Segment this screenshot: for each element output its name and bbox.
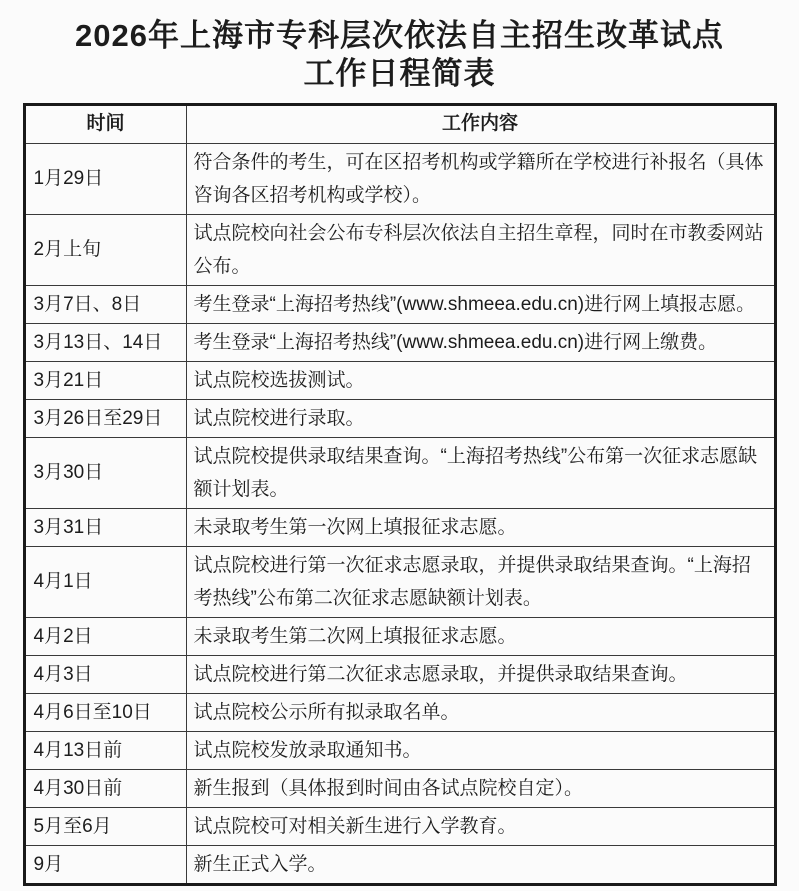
time-cell: 2月上旬 <box>24 214 186 285</box>
time-cell: 3月26日至29日 <box>24 399 186 437</box>
content-cell: 试点院校可对相关新生进行入学教育。 <box>186 807 775 845</box>
table-row <box>24 361 775 399</box>
content-cell: 未录取考生第一次网上填报征求志愿。 <box>186 508 775 546</box>
content-cell: 考生登录“上海招考热线”(www.shmeea.edu.cn)进行网上填报志愿。 <box>186 285 775 323</box>
content-cell: 试点院校进行录取。 <box>186 399 775 437</box>
table-row <box>24 807 775 845</box>
column-header-time: 时间 <box>24 104 186 143</box>
time-cell: 1月29日 <box>24 143 186 214</box>
content-cell: 新生正式入学。 <box>186 845 775 884</box>
time-cell: 3月30日 <box>24 437 186 508</box>
page-title <box>0 17 799 94</box>
table-row <box>24 323 775 361</box>
table-header-row <box>24 104 775 143</box>
table-row <box>24 508 775 546</box>
table-row <box>24 285 775 323</box>
table-row <box>24 399 775 437</box>
time-cell: 4月1日 <box>24 546 186 617</box>
time-cell: 4月6日至10日 <box>24 693 186 731</box>
time-cell: 5月至6月 <box>24 807 186 845</box>
table-row <box>24 845 775 884</box>
content-cell: 未录取考生第二次网上填报征求志愿。 <box>186 617 775 655</box>
table-row <box>24 617 775 655</box>
table-row <box>24 143 775 214</box>
table-row <box>24 731 775 769</box>
page-title-line-2: 工作日程简表 <box>303 56 496 92</box>
time-cell: 9月 <box>24 845 186 884</box>
table-row <box>24 655 775 693</box>
content-cell: 试点院校发放录取通知书。 <box>186 731 775 769</box>
content-cell: 试点院校进行第一次征求志愿录取，并提供录取结果查询。“上海招考热线”公布第二次征求志愿缺额计划表。 <box>186 546 775 617</box>
time-cell: 4月30日前 <box>24 769 186 807</box>
time-cell: 3月31日 <box>24 508 186 546</box>
content-cell: 试点院校公示所有拟录取名单。 <box>186 693 775 731</box>
time-cell: 3月13日、14日 <box>24 323 186 361</box>
content-cell: 新生报到（具体报到时间由各试点院校自定）。 <box>186 769 775 807</box>
time-cell: 4月13日前 <box>24 731 186 769</box>
page-title-line-1: 2026年上海市专科层次依法自主招生改革试点 <box>75 18 724 53</box>
time-cell: 3月7日、8日 <box>24 285 186 323</box>
table-row <box>24 693 775 731</box>
schedule-table-body <box>24 143 775 884</box>
time-cell: 4月3日 <box>24 655 186 693</box>
time-cell: 4月2日 <box>24 617 186 655</box>
time-cell: 3月21日 <box>24 361 186 399</box>
column-header-content: 工作内容 <box>186 104 775 143</box>
content-cell: 符合条件的考生，可在区招考机构或学籍所在学校进行补报名（具体咨询各区招考机构或学校）。 <box>186 143 775 214</box>
content-cell: 试点院校进行第二次征求志愿录取，并提供录取结果查询。 <box>186 655 775 693</box>
schedule-table <box>23 103 777 886</box>
table-row <box>24 546 775 617</box>
content-cell: 试点院校选拔测试。 <box>186 361 775 399</box>
content-cell: 考生登录“上海招考热线”(www.shmeea.edu.cn)进行网上缴费。 <box>186 323 775 361</box>
content-cell: 试点院校提供录取结果查询。“上海招考热线”公布第一次征求志愿缺额计划表。 <box>186 437 775 508</box>
table-row <box>24 437 775 508</box>
content-cell: 试点院校向社会公布专科层次依法自主招生章程，同时在市教委网站公布。 <box>186 214 775 285</box>
table-row <box>24 769 775 807</box>
table-row <box>24 214 775 285</box>
